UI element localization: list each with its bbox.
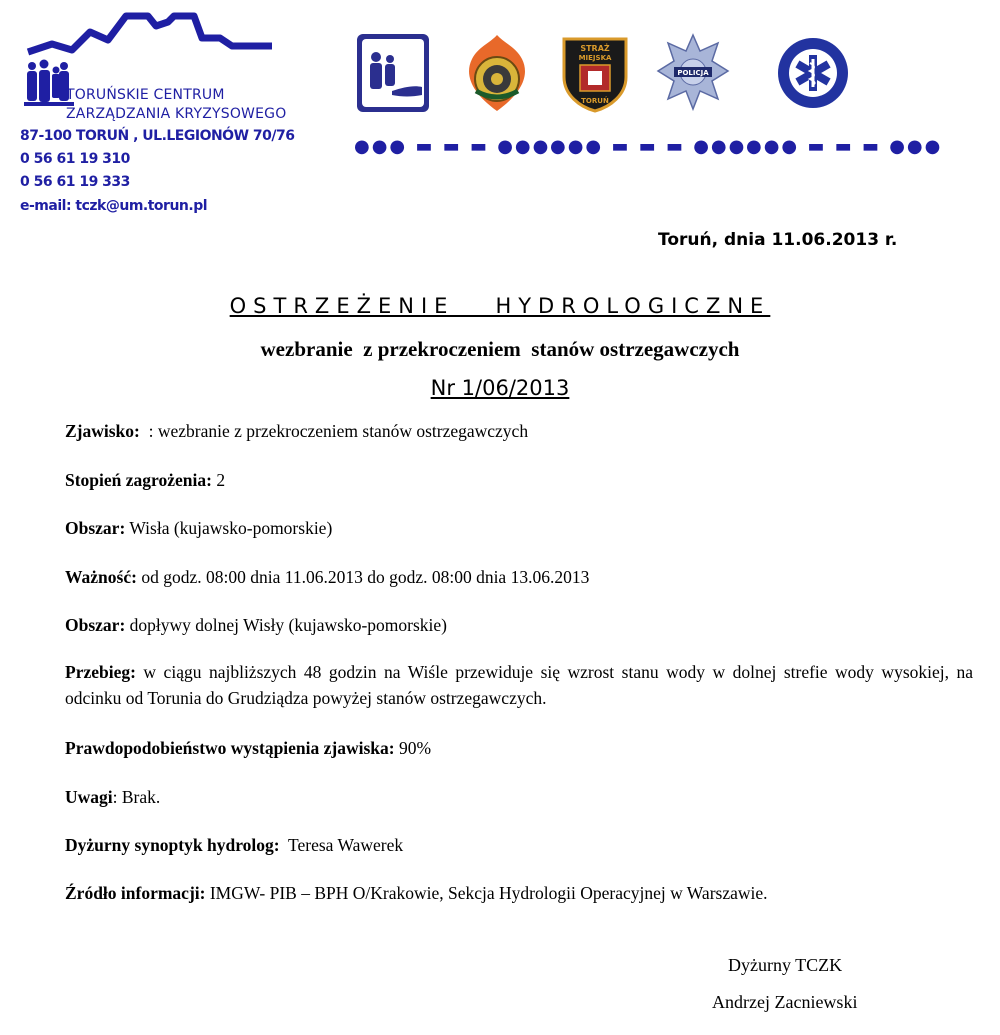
org-email: e-mail: tczk@um.torun.pl [20, 198, 208, 214]
org-name-line1: TORUŃSKIE CENTRUM [66, 87, 225, 103]
field-waznosc [65, 564, 973, 590]
field-label: Źródło informacji: [65, 883, 206, 903]
field-label: Stopień zagrożenia: [65, 470, 212, 490]
emblem-text-torun: TORUŃ [581, 97, 609, 105]
field-label: Obszar: [65, 615, 126, 635]
dot-separator-2: ●●● ▬ ▬ ▬ ●●● [550, 136, 747, 157]
fire-service-emblem [460, 33, 534, 113]
field-label: Dyżurny synoptyk hydrolog: [65, 835, 280, 855]
field-value: : wezbranie z przekroczeniem stanów ostrzegawczych [139, 421, 529, 441]
emblem-text-straz: STRAŻ [580, 44, 610, 53]
field-label: Zjawisko: [65, 421, 140, 441]
field-zjawisko [65, 418, 973, 444]
police-emblem [656, 33, 730, 113]
signature-name: Andrzej Zacniewski [712, 992, 858, 1012]
family-figures-icon [27, 60, 69, 103]
field-prawdopodobienstwo [65, 735, 973, 761]
field-value: w ciągu najbliższych 48 godzin na Wiśle przewiduje się wzrost stanu wody w dolnej strefie wody wysokiej, na odcinku od Torunia do Grudziądza powyżej stanów ostrzegawczych. [65, 662, 973, 708]
field-zrodlo-informacji [65, 880, 865, 906]
field-value: od godz. 08:00 dnia 11.06.2013 do godz. 08:00 dnia 13.06.2013 [136, 567, 590, 587]
city-guard-emblem [558, 33, 632, 113]
org-phone-2: 0 56 61 19 333 [20, 174, 130, 190]
field-obszar-wisla [65, 515, 973, 541]
document-number: Nr 1/06/2013 [430, 376, 570, 400]
field-label: Ważność: [65, 567, 137, 587]
signature-role: Dyżurny TCZK [728, 955, 843, 975]
document-date: Toruń, dnia 11.06.2013 r. [658, 230, 898, 250]
medical-rescue-emblem [776, 33, 850, 113]
field-stopien-zagrozenia [65, 467, 973, 493]
field-label: Uwagi [65, 787, 113, 807]
field-label: Przebieg: [65, 662, 136, 682]
field-value: Teresa Wawerek [279, 835, 404, 855]
dot-separator-1: ●●● ▬ ▬ ▬ ●●● [354, 136, 551, 157]
field-label: Obszar: [65, 518, 126, 538]
field-label: Prawdopodobieństwo wystąpienia zjawiska: [65, 738, 395, 758]
civil-protection-emblem [356, 33, 430, 113]
field-obszar-doplywy [65, 612, 973, 638]
field-value: : Brak. [112, 787, 161, 807]
field-uwagi [65, 784, 973, 810]
org-name-line2: ZARZĄDZANIA KRYZYSOWEGO [66, 106, 287, 122]
field-value: IMGW- PIB – BPH O/Krakowie, Sekcja Hydrologii Operacyjnej w Warszawie. [205, 883, 768, 903]
document-title: OSTRZEŻENIE HYDROLOGICZNE [229, 294, 771, 318]
document-subtitle: wezbranie z przekroczeniem stanów ostrzegawczych [260, 337, 740, 361]
field-synoptyk [65, 832, 973, 858]
emblem-text-policja: POLICJA [677, 69, 709, 77]
field-value: 90% [394, 738, 432, 758]
emblem-text-miejska: MIEJSKA [578, 54, 612, 62]
org-address: 87-100 TORUŃ , UL.LEGIONÓW 70/76 [20, 128, 295, 144]
field-value: 2 [211, 470, 226, 490]
dot-separator-3: ●●● ▬ ▬ ▬ ●●● [746, 136, 943, 157]
org-phone-1: 0 56 61 19 310 [20, 151, 130, 167]
field-przebieg [65, 659, 973, 711]
field-value: Wisła (kujawsko-pomorskie) [125, 518, 333, 538]
field-value: dopływy dolnej Wisły (kujawsko-pomorskie) [125, 615, 447, 635]
